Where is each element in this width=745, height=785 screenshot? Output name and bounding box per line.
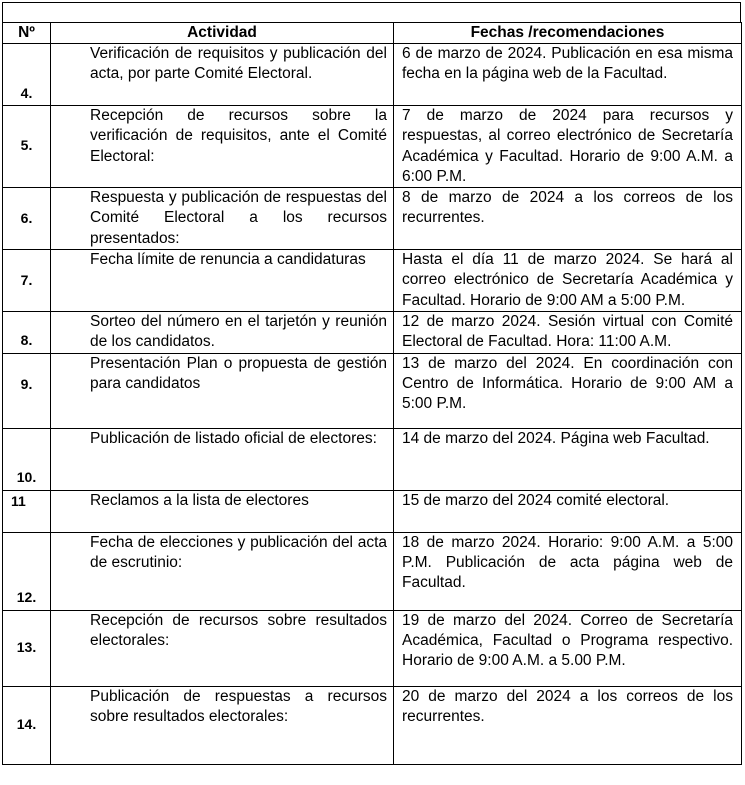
table-row (3, 312, 742, 354)
activity-text: Recepción de recursos sobre resultados electorales: (90, 611, 387, 650)
row-number: 11 (3, 490, 51, 532)
activity-cell (51, 188, 394, 250)
row-number: 13. (3, 610, 51, 686)
dates-cell (394, 106, 742, 188)
activity-cell (51, 312, 394, 354)
activity-text: Publicación de listado oficial de electores: (90, 429, 377, 447)
activity-text: Presentación Plan o propuesta de gestión para candidatos (90, 354, 387, 393)
row-number: 7. (3, 250, 51, 312)
header-num: Nº (3, 23, 51, 44)
activity-cell (51, 490, 394, 532)
header-activity: Actividad (51, 23, 394, 44)
dates-cell (394, 312, 742, 354)
table-row (3, 610, 742, 686)
row-number: 12. (3, 532, 51, 610)
table-header-row (3, 23, 742, 44)
dates-text: 15 de marzo del 2024 comité electoral. (402, 491, 670, 509)
table-row (3, 250, 742, 312)
dates-text: 18 de marzo 2024. Horario: 9:00 A.M. a 5:00 P.M. Publicación de acta página web de Facultad. (402, 533, 733, 592)
dates-cell (394, 490, 742, 532)
table-row (3, 686, 742, 764)
activity-text: Recepción de recursos sobre la verificación de requisitos, ante el Comité Electoral: (90, 107, 387, 165)
dates-cell (394, 610, 742, 686)
dates-cell (394, 250, 742, 312)
row-number: 8. (3, 312, 51, 354)
activity-cell (51, 44, 394, 106)
row-number: 6. (3, 188, 51, 250)
dates-cell (394, 686, 742, 764)
dates-text: Hasta el día 11 de marzo 2024. Se hará al correo electrónico de Secretaría Académica y Facultad. Horario de 9:00 AM a 5:00 P.M. (402, 251, 733, 309)
activity-text: Fecha límite de renuncia a candidaturas (90, 251, 366, 269)
dates-text: 8 de marzo de 2024 a los correos de los recurrentes. (402, 189, 733, 227)
dates-cell (394, 353, 742, 428)
activity-cell (51, 353, 394, 428)
dates-cell (394, 532, 742, 610)
row-number: 14. (3, 686, 51, 764)
activity-text: Reclamos a la lista de electores (90, 491, 309, 509)
row-number: 10. (3, 428, 51, 490)
activity-cell (51, 610, 394, 686)
dates-text: 13 de marzo del 2024. En coordinación con Centro de Informática. Horario de 9:00 AM a 5:00 P.M. (402, 354, 733, 413)
table-row (3, 106, 742, 188)
election-schedule-table (2, 22, 742, 765)
activity-text: Verificación de requisitos y publicación del acta, por parte Comité Electoral. (90, 45, 387, 83)
dates-text: 7 de marzo de 2024 para recursos y respuestas, al correo electrónico de Secretaría Académica y Facultad. Horario de 9:00 A.M. a 6:00 P.M. (402, 107, 733, 185)
table-top-border-row (2, 2, 741, 22)
activity-cell (51, 250, 394, 312)
table-row (3, 188, 742, 250)
activity-cell (51, 428, 394, 490)
activity-text: Publicación de respuestas a recursos sobre resultados electorales: (90, 687, 387, 726)
dates-cell (394, 428, 742, 490)
table-row (3, 490, 742, 532)
dates-text: 20 de marzo del 2024 a los correos de los recurrentes. (402, 687, 733, 726)
table-row (3, 353, 742, 428)
activity-text: Respuesta y publicación de respuestas del Comité Electoral a los recursos presentados: (90, 189, 387, 247)
table-row (3, 44, 742, 106)
dates-text: 19 de marzo del 2024. Correo de Secretaría Académica, Facultad o Programa respectivo. Horario de 9:00 A.M. a 5.00 P.M. (402, 611, 733, 670)
row-number: 4. (3, 44, 51, 106)
activity-text: Sorteo del número en el tarjetón y reunión de los candidatos. (90, 313, 387, 351)
dates-cell (394, 188, 742, 250)
activity-cell (51, 532, 394, 610)
dates-text: 12 de marzo 2024. Sesión virtual con Comité Electoral de Facultad. Hora: 11:00 A.M. (402, 313, 733, 351)
header-dates: Fechas /recomendaciones (394, 23, 742, 44)
activity-cell (51, 106, 394, 188)
activity-cell (51, 686, 394, 764)
dates-cell (394, 44, 742, 106)
dates-text: 6 de marzo de 2024. Publicación en esa misma fecha en la página web de la Facultad. (402, 45, 733, 83)
row-number: 9. (3, 353, 51, 428)
table-row (3, 428, 742, 490)
row-number: 5. (3, 106, 51, 188)
activity-text: Fecha de elecciones y publicación del acta de escrutinio: (90, 533, 387, 572)
dates-text: 14 de marzo del 2024. Página web Facultad. (402, 429, 710, 447)
table-row (3, 532, 742, 610)
